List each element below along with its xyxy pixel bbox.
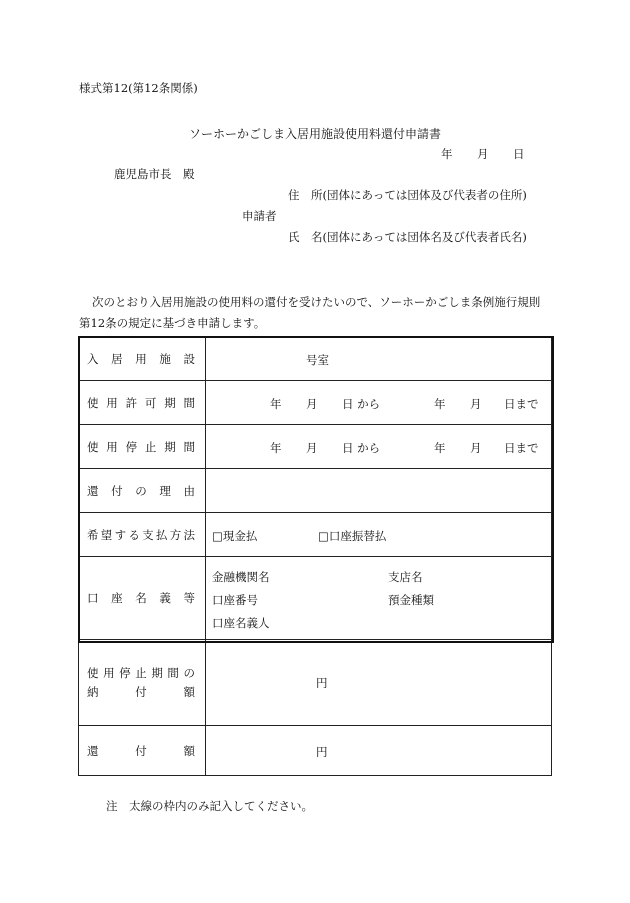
stop-from-day: 日 から: [342, 441, 381, 455]
date-year: 年: [441, 147, 453, 161]
permit-to-year: 年: [434, 397, 446, 411]
paid-amount-value-cell: [206, 640, 552, 726]
row-reason: [79, 469, 552, 513]
paid-amount-yen: 円: [316, 676, 328, 690]
payment-method-label: 希 望 す る 支 払 方 法: [87, 527, 195, 542]
address-label: 住 所(団体にあっては団体及び代表者の住所): [288, 188, 527, 202]
row-paid-amount: [79, 640, 552, 726]
paid-amount-label-cell: [79, 640, 206, 726]
payment-method-label-cell: [79, 513, 206, 557]
document-title: ソーホーかごしま入居用施設使用料還付申請書: [189, 127, 442, 141]
account-holder-label: 口座名義人: [212, 616, 270, 630]
deposit-type-label: 預金種類: [388, 593, 434, 607]
bank-name-label: 金融機関名: [212, 570, 270, 584]
row-account: [79, 557, 552, 640]
account-value-cell[interactable]: [206, 557, 552, 640]
date-month: 月: [477, 147, 489, 161]
permit-period-value-cell[interactable]: [206, 381, 552, 425]
refund-amount-label: 還 付 額: [87, 743, 195, 758]
facility-value-cell[interactable]: [206, 337, 552, 381]
account-label-cell: [79, 557, 206, 640]
permit-period-label: 使 用 許 可 期 間: [87, 395, 195, 410]
payment-method-value-cell: [206, 513, 552, 557]
date-day: 日: [513, 147, 525, 161]
name-label: 氏 名(団体にあっては団体名及び代表者氏名): [288, 230, 527, 244]
applicant-label: 申請者: [242, 209, 277, 223]
branch-name-label: 支店名: [388, 570, 423, 584]
facility-label: 入 居 用 施 設: [87, 351, 195, 366]
stop-period-label: 使 用 停 止 期 間: [87, 439, 195, 454]
row-refund-amount: [79, 726, 552, 776]
stop-to-day: 日まで: [504, 441, 539, 455]
form-number: 様式第12(第12条関係): [79, 81, 198, 95]
refund-amount-value-cell: [206, 726, 552, 776]
permit-from-year: 年: [270, 397, 282, 411]
facility-label-cell: [79, 337, 206, 381]
payment-transfer-checkbox[interactable]: □口座振替払: [318, 529, 387, 543]
refund-amount-yen: 円: [316, 745, 328, 759]
stop-from-year: 年: [270, 441, 282, 455]
row-permit-period: [79, 381, 552, 425]
permit-period-label-cell: [79, 381, 206, 425]
application-table: [78, 336, 552, 776]
footnote: 注 太線の枠内のみ記入してください。: [106, 799, 313, 813]
permit-from-month: 月: [306, 397, 318, 411]
stop-from-month: 月: [306, 441, 318, 455]
stop-to-month: 月: [470, 441, 482, 455]
body-line-1: 次のとおり入居用施設の使用料の還付を受けたいので、ソーホーかごしま条例施行規則: [92, 295, 541, 309]
paid-amount-label-line1: 使 用 停 止 期 間 の: [87, 666, 195, 680]
account-number-label: 口座番号: [212, 593, 258, 607]
account-label: 口 座 名 義 等: [87, 591, 195, 605]
reason-label-cell: [79, 469, 206, 513]
stop-period-label-cell: [79, 425, 206, 469]
addressee: 鹿児島市長 殿: [114, 167, 195, 181]
permit-to-month: 月: [470, 397, 482, 411]
reason-label: 還 付 の 理 由: [87, 483, 195, 498]
room-suffix: 号室: [306, 353, 329, 367]
stop-period-value-cell[interactable]: [206, 425, 552, 469]
row-facility: [79, 337, 552, 381]
permit-to-day: 日まで: [504, 397, 539, 411]
body-line-2: 第12条の規定に基づき申請します。: [79, 316, 266, 330]
payment-cash-checkbox[interactable]: □現金払: [212, 529, 258, 543]
row-payment-method: [79, 513, 552, 557]
stop-to-year: 年: [434, 441, 446, 455]
permit-from-day: 日 から: [342, 397, 381, 411]
reason-value-cell[interactable]: [206, 469, 552, 513]
row-stop-period: [79, 425, 552, 469]
paid-amount-label-line2: 納 付 額: [87, 685, 195, 699]
refund-amount-label-cell: [79, 726, 206, 776]
